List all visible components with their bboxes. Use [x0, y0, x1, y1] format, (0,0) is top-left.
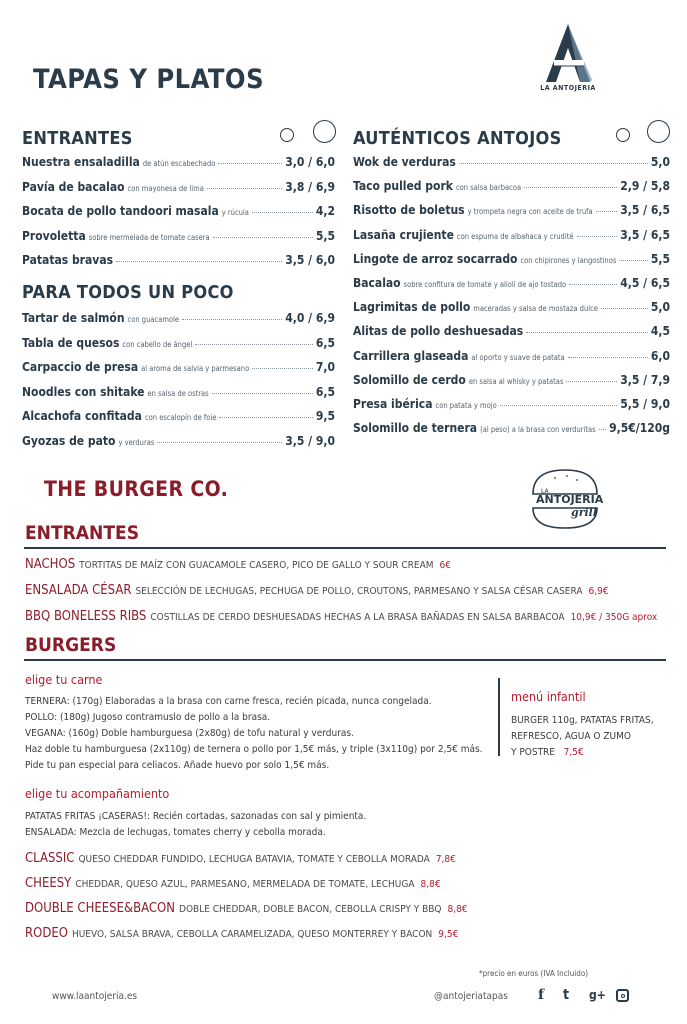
menu-item — [353, 300, 670, 314]
dot-leader — [182, 319, 282, 320]
item-name: Pavía de bacalao — [22, 179, 125, 194]
full-portion-icon — [313, 120, 336, 143]
carne-description — [25, 694, 483, 774]
item-price: 2,9 / 5,8 — [620, 179, 670, 194]
item-price: 3,5 / 6,5 — [620, 227, 670, 242]
logo-text: LA ANTOJERIA — [540, 84, 596, 92]
burgers-heading: BURGERS — [25, 634, 117, 656]
burger-item-name: DOUBLE CHEESE&BACON — [25, 901, 176, 916]
dot-leader — [207, 188, 282, 189]
burger-item-name: CHEESY — [25, 876, 72, 891]
item-description: con patata y mojo — [435, 401, 497, 410]
item-price: 5,5 — [650, 251, 670, 266]
dot-leader — [599, 429, 606, 430]
half-portion-icon-right — [616, 128, 630, 142]
item-name: Provoletta — [22, 228, 86, 243]
item-description: en salsa de ostras — [147, 388, 209, 398]
item-description: al oporto y suave de patata — [471, 352, 565, 362]
burger-menu-line — [25, 851, 456, 866]
burger-item-name: RODEO — [25, 926, 68, 941]
item-name: Lasaña crujiente — [353, 227, 454, 242]
item-description: en salsa al whisky y patatas — [468, 376, 564, 386]
carne-line: TERNERA: (170g) Elaboradas a la brasa con carne fresca, recién picada, nunca congelada. — [25, 696, 432, 707]
section-heading-autenticos-antojos: AUTÉNTICOS ANTOJOS — [353, 128, 562, 149]
item-price: 3,0 / 6,0 — [285, 155, 335, 169]
menu-item — [22, 253, 335, 267]
burger-menu-line — [25, 583, 609, 598]
dot-leader — [577, 236, 618, 237]
item-name: Lingote de arroz socarrado — [353, 251, 518, 266]
item-price: 3,8 / 6,9 — [285, 179, 335, 194]
item-description: y verduras — [118, 437, 155, 447]
twitter-icon[interactable]: t — [563, 987, 570, 1003]
social-handle[interactable]: @antojeriatapas — [434, 991, 508, 1002]
item-name: Carpaccio de presa — [22, 360, 139, 374]
menu-item — [353, 155, 670, 169]
item-name: Solomillo de ternera — [353, 421, 478, 436]
burger-item-name: CLASSIC — [25, 851, 75, 866]
instagram-icon[interactable] — [616, 989, 629, 1002]
antojeria-logo — [532, 22, 604, 98]
item-name: Bocata de pollo tandoori masala — [22, 204, 219, 218]
dot-leader — [500, 405, 618, 406]
website-link[interactable]: www.laantojeria.es — [52, 991, 138, 1002]
item-price: 3,5 / 7,9 — [620, 372, 670, 387]
item-name: Gyozas de pato — [22, 433, 116, 448]
dot-leader — [157, 442, 282, 443]
item-description: con salsa barbacoa — [455, 183, 522, 193]
item-price: 6,0 — [650, 348, 670, 363]
burger-menu-line — [25, 557, 451, 572]
carne-line: POLLO: (180g) Jugoso contramuslo de pollo a la brasa. — [25, 712, 271, 723]
item-price: 7,0 — [315, 360, 335, 374]
elige-carne-heading: elige tu carne — [25, 672, 103, 687]
dot-leader — [566, 381, 617, 382]
menu-item — [22, 311, 335, 325]
dot-leader — [212, 393, 313, 394]
item-price: 4,5 / 6,5 — [620, 276, 670, 290]
item-name: Tartar de salmón — [22, 311, 125, 325]
menu-item — [22, 204, 335, 218]
google-plus-icon[interactable]: g+ — [589, 988, 606, 1002]
item-price: 3,5 / 9,0 — [285, 433, 335, 448]
dot-leader — [459, 163, 648, 164]
menu-item — [22, 155, 335, 169]
half-portion-icon — [280, 128, 294, 142]
item-description: de atún escabechado — [142, 159, 216, 168]
menu-item — [353, 324, 670, 338]
page-title: TAPAS Y PLATOS — [33, 64, 265, 95]
burger-item-description: TORTITAS DE MAÍZ CON GUACAMOLE CASERO, PICO DE GALLO Y SOUR CREAM — [79, 560, 434, 571]
burger-logo-icon — [527, 466, 603, 532]
item-price: 6,5 — [315, 335, 335, 350]
item-price: 4,0 / 6,9 — [285, 311, 335, 325]
section-heading-entrantes: ENTRANTES — [22, 128, 133, 149]
price-note: *precio en euros (IVA Incluido) — [479, 969, 589, 978]
grill-logo-line3: grill — [571, 506, 598, 519]
dot-leader — [252, 212, 313, 213]
menu-item — [353, 228, 670, 242]
menu-item — [353, 349, 670, 363]
burger-item-price: 6,9€ — [588, 586, 609, 597]
infantil-line: BURGER 110g, PATATAS FRITAS, — [511, 715, 654, 726]
burger-menu-line — [25, 876, 441, 891]
infantil-line: REFRESCO, AGUA O ZUMO — [511, 731, 631, 742]
item-name: Solomillo de cerdo — [353, 372, 466, 387]
item-name: Bacalao — [353, 276, 401, 290]
divider-burgers — [24, 659, 666, 661]
item-description: maceradas y salsa de mostaza dulce — [473, 304, 598, 314]
item-name: Patatas bravas — [22, 253, 114, 267]
menu-item — [22, 180, 335, 194]
menu-item — [353, 252, 670, 266]
menu-infantil-heading: menú infantil — [511, 689, 586, 704]
item-price: 6,5 — [315, 384, 335, 399]
menu-item — [22, 385, 335, 399]
menu-item — [22, 336, 335, 350]
burger-item-description: QUESO CHEDDAR FUNDIDO, LECHUGA BATAVIA, TOMATE Y CEBOLLA MORADA — [78, 854, 430, 865]
item-price: 5,0 — [650, 300, 670, 315]
burger-item-description: HUEVO, SALSA BRAVA, CEBOLLA CARAMELIZADA, QUESO MONTERREY Y BACON — [71, 929, 433, 940]
item-description: con chipirones y langostinos — [520, 255, 617, 265]
item-description: sobre confitura de tomate y alioli de ajo tostado — [403, 280, 567, 289]
burger-item-description: CHEDDAR, QUESO AZUL, PARMESANO, MERMELADA DE TOMATE, LECHUGA — [75, 879, 415, 890]
item-description: con cabello de ángel — [122, 339, 193, 349]
infantil-divider — [498, 678, 500, 756]
carne-line: Haz doble tu hamburguesa (2x110g) de ternera o pollo por 1,5€ más, y triple (3x110g) por 2,5€ más. — [25, 744, 483, 755]
burger-menu-line — [25, 609, 657, 624]
acompanamiento-description — [25, 809, 366, 841]
burger-item-description: COSTILLAS DE CERDO DESHUESADAS HECHAS A LA BRASA BAÑADAS EN SALSA BARBACOA — [150, 612, 565, 623]
acomp-line: PATATAS FRITAS ¡CASERAS!: Recién cortadas, sazonadas con sal y pimienta. — [25, 811, 367, 822]
infantil-line: Y POSTRE 7,5€ — [511, 747, 584, 758]
item-price: 3,5 / 6,0 — [285, 253, 335, 267]
item-name: Taco pulled pork — [353, 179, 453, 194]
item-description: sobre mermelada de tomate casera — [88, 232, 210, 242]
item-name: Noodles con shitake — [22, 384, 145, 399]
dot-leader — [569, 284, 617, 285]
menu-item — [353, 203, 670, 217]
dot-leader — [601, 308, 648, 309]
item-description: con escalopín de foie — [144, 413, 217, 422]
burger-item-price: 10,9€ / 350G aprox — [570, 612, 658, 623]
grill-logo — [527, 466, 603, 532]
divider-entrantes — [24, 547, 666, 549]
dot-leader — [526, 332, 648, 333]
item-price: 3,5 / 6,5 — [620, 203, 670, 218]
burger-item-name: BBQ BONELESS RIBS — [25, 609, 147, 624]
dot-leader — [596, 211, 618, 212]
grill-logo-line1: LA — [541, 488, 549, 495]
burger-menu-line — [25, 926, 458, 941]
menu-item — [22, 434, 335, 448]
full-portion-icon-right — [647, 120, 670, 143]
dot-leader — [116, 261, 282, 262]
carne-line: VEGANA: (160g) Doble hamburguesa (2x80g) de tofu natural y verduras. — [25, 728, 354, 739]
item-price: 4,2 — [315, 204, 335, 218]
section-heading-para-todos: PARA TODOS UN POCO — [22, 282, 234, 303]
item-name: Carrillera glaseada — [353, 348, 469, 363]
burger-item-price: 6€ — [439, 560, 451, 571]
burger-item-price: 9,5€ — [438, 929, 459, 940]
item-name: Lagrimitas de pollo — [353, 300, 471, 315]
carne-line: Pide tu pan especial para celiacos. Añade huevo por solo 1,5€ más. — [25, 760, 330, 771]
menu-item — [353, 373, 670, 387]
item-price: 9,5€/120g — [609, 421, 670, 436]
menu-infantil-description — [511, 713, 654, 761]
acomp-line: ENSALADA: Mezcla de lechugas, tomates cherry y cebolla morada. — [25, 827, 326, 838]
dot-leader — [619, 260, 648, 261]
burger-item-price: 8,8€ — [447, 904, 468, 915]
menu-item — [353, 397, 670, 411]
item-description: y trompeta negra con aceite de trufa — [467, 207, 593, 217]
item-name: Alitas de pollo deshuesadas — [353, 324, 524, 339]
menu-item — [353, 276, 670, 290]
menu-item — [22, 360, 335, 374]
item-name: Risotto de boletus — [353, 203, 465, 218]
logo-a-icon — [532, 22, 604, 84]
item-description: con guacamole — [127, 315, 180, 324]
menu-item — [353, 421, 670, 435]
item-description: al aroma de salvia y parmesano — [141, 364, 250, 373]
menu-item — [22, 409, 335, 423]
item-description: (al peso) a la brasa con verduritas — [480, 425, 596, 435]
grill-logo-line2: ANTOJERIA — [536, 493, 603, 506]
dot-leader — [524, 187, 617, 188]
item-price: 5,0 — [650, 155, 670, 169]
item-name: Wok de verduras — [353, 155, 456, 169]
burger-item-description: DOBLE CHEDDAR, DOBLE BACON, CEBOLLA CRISPY Y BBQ — [179, 904, 442, 915]
burger-item-name: NACHOS — [25, 557, 76, 572]
burger-item-name: ENSALADA CÉSAR — [25, 583, 132, 598]
burger-title: THE BURGER CO. — [44, 477, 229, 501]
item-name: Presa ibérica — [353, 397, 433, 411]
dot-leader — [213, 237, 313, 238]
item-description: con espuma de albahaca y crudité — [456, 231, 574, 241]
burger-entrantes-heading: ENTRANTES — [25, 522, 139, 544]
item-price: 5,5 — [315, 228, 335, 243]
burger-menu-line — [25, 901, 468, 916]
menu-item — [353, 179, 670, 193]
dot-leader — [219, 417, 312, 418]
item-description: con mayonesa de lima — [127, 183, 204, 193]
menu-item — [22, 229, 335, 243]
item-price: 5,5 / 9,0 — [620, 397, 670, 411]
burger-item-price: 8,8€ — [420, 879, 441, 890]
dot-leader — [218, 163, 282, 164]
burger-item-description: SELECCIÓN DE LECHUGAS, PECHUGA DE POLLO, CROUTONS, PARMESANO Y SALSA CÉSAR CASERA — [135, 586, 583, 597]
item-price: 9,5 — [315, 409, 335, 423]
elige-acompanamiento-heading: elige tu acompañamiento — [25, 786, 170, 801]
dot-leader — [195, 344, 313, 345]
item-name: Nuestra ensaladilla — [22, 155, 140, 169]
item-description: y rúcula — [221, 208, 249, 217]
dot-leader — [252, 368, 313, 369]
dot-leader — [568, 357, 648, 358]
burger-item-price: 7,8€ — [435, 854, 456, 865]
facebook-icon[interactable]: f — [538, 987, 545, 1003]
infantil-price: 7,5€ — [563, 747, 584, 758]
item-name: Alcachofa confitada — [22, 409, 142, 423]
item-price: 4,5 — [650, 324, 670, 339]
item-name: Tabla de quesos — [22, 335, 120, 350]
